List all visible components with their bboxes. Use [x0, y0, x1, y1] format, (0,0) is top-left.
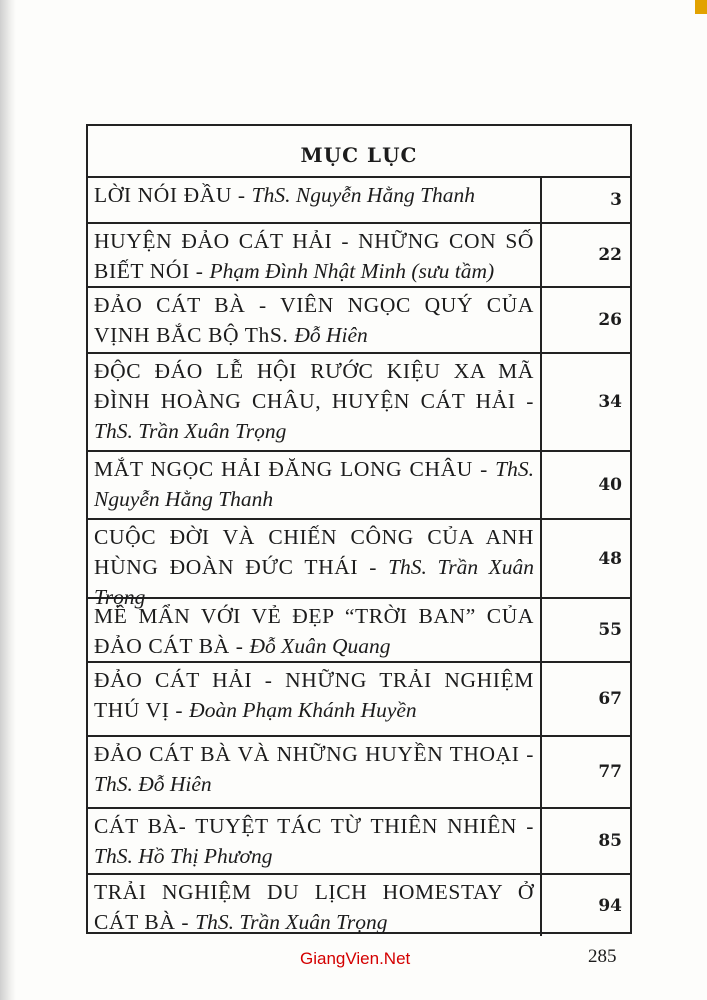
- toc-header: [88, 126, 630, 178]
- toc-entry-author: ThS. Đỗ Hiên: [94, 772, 212, 796]
- toc-entry-page: 77: [598, 762, 622, 782]
- toc-entry-author: Đỗ Hiên: [294, 323, 368, 347]
- toc-entry-page: 26: [598, 310, 622, 330]
- corner-mark: [695, 0, 707, 14]
- toc-entry-page: 22: [598, 245, 622, 265]
- toc-entry-title: MÊ MẨN VỚI VẺ ĐẸP “TRỜI BAN” CỦA ĐẢO CÁT BÀ -: [94, 604, 534, 658]
- toc-entry-text: [88, 520, 542, 609]
- toc-entry-text: [88, 663, 542, 735]
- toc-entry-title: MẮT NGỌC HẢI ĐĂNG LONG CHÂU -: [94, 457, 496, 481]
- toc-entry-page: 40: [598, 475, 622, 495]
- toc-entry-page: 34: [598, 392, 622, 412]
- toc-entry-text: [88, 737, 542, 807]
- toc-entry: [88, 224, 630, 288]
- toc-entry-author: ThS. Nguyễn Hằng Thanh: [251, 183, 476, 207]
- toc-entry-author: Đỗ Xuân Quang: [249, 634, 391, 658]
- toc-entry: [88, 452, 630, 520]
- spine-shadow: [0, 0, 16, 1000]
- toc-entry-page: 3: [610, 190, 622, 210]
- toc-entry-title: CUỘC ĐỜI VÀ CHIẾN CÔNG CỦA ANH HÙNG ĐOÀN ĐỨC THÁI -: [94, 525, 534, 579]
- toc-entry-author: ThS. Trần Xuân Trọng: [94, 555, 534, 609]
- toc-entry-author: ThS. Hồ Thị Phương: [94, 844, 273, 868]
- toc-entry-text: [88, 178, 542, 222]
- toc-entry-title: ĐẢO CÁT HẢI - NHỮNG TRẢI NGHIỆM THÚ VỊ -: [94, 668, 534, 722]
- toc-entry-page: 55: [598, 620, 622, 640]
- toc-entry-title: ĐẢO CÁT BÀ - VIÊN NGỌC QUÝ CỦA VỊNH BẮC BỘ ThS.: [94, 293, 534, 347]
- toc-title: MỤC LỤC: [300, 143, 418, 167]
- toc-entry-title: HUYỆN ĐẢO CÁT HẢI - NHỮNG CON SỐ BIẾT NÓI -: [94, 229, 534, 283]
- toc-entry-author: ThS. Trần Xuân Trọng: [195, 910, 388, 934]
- toc-entry: [88, 520, 630, 609]
- toc-entry-text: [88, 452, 542, 518]
- toc-entry-title: CÁT BÀ- TUYỆT TÁC TỪ THIÊN NHIÊN -: [94, 814, 534, 838]
- toc-entry-page: 48: [598, 548, 622, 569]
- toc-entry: [88, 875, 630, 936]
- toc-entry-title: ĐẢO CÁT BÀ VÀ NHỮNG HUYỀN THOẠI -: [94, 742, 534, 766]
- toc-entry-page: 85: [598, 831, 622, 851]
- toc-entry-text: [88, 354, 542, 450]
- toc-entry-author: Phạm Đình Nhật Minh (sưu tầm): [209, 259, 495, 283]
- toc-entry-page: 67: [598, 689, 622, 709]
- toc-entry-text: [88, 875, 542, 936]
- toc-entry: [88, 599, 630, 663]
- table-of-contents: [86, 124, 632, 934]
- toc-entry: [88, 737, 630, 809]
- toc-entry-text: [88, 599, 542, 661]
- toc-entry: [88, 288, 630, 354]
- toc-entry-page: 94: [598, 895, 622, 916]
- page-number: 285: [588, 946, 617, 967]
- toc-entry-text: [88, 809, 542, 873]
- toc-entry-author: Đoàn Phạm Khánh Huyền: [189, 698, 417, 722]
- toc-entry: [88, 178, 630, 224]
- toc-entry: [88, 354, 630, 452]
- toc-entry-text: [88, 288, 542, 352]
- watermark: GiangVien.Net: [300, 949, 411, 968]
- toc-entry: [88, 809, 630, 875]
- toc-entry-title: LỜI NÓI ĐẦU -: [94, 183, 252, 207]
- toc-entry-title: ĐỘC ĐÁO LỄ HỘI RƯỚC KIỆU XA MÃ ĐÌNH HOÀNG CHÂU, HUYỆN CÁT HẢI -: [94, 359, 534, 413]
- toc-entry-title: TRẢI NGHIỆM DU LỊCH HOMESTAY Ở CÁT BÀ -: [94, 880, 534, 934]
- toc-entry-author: ThS. Trần Xuân Trọng: [94, 419, 287, 443]
- toc-entry-text: [88, 224, 542, 286]
- toc-entry-author: ThS. Nguyễn Hằng Thanh: [94, 457, 534, 511]
- toc-entry: [88, 663, 630, 737]
